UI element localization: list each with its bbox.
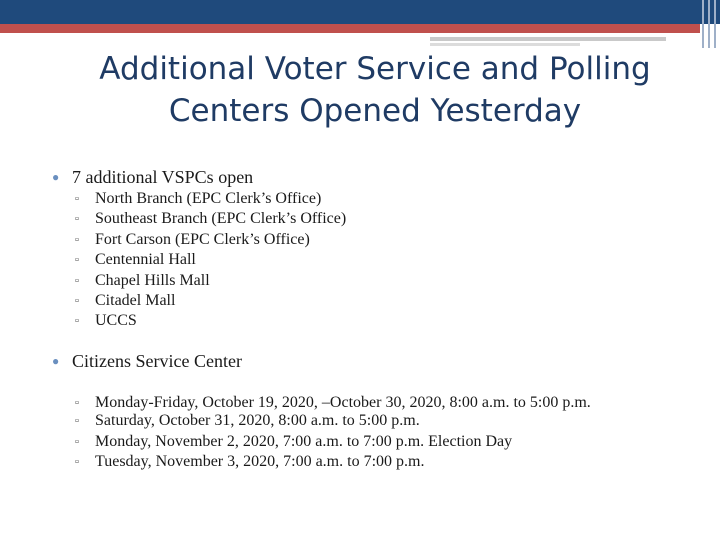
square-bullet-icon: ▫ <box>75 254 79 267</box>
header-accent-strip <box>430 37 666 41</box>
list-item <box>75 395 655 411</box>
list-item-text: Chapel Hills Mall <box>95 271 210 289</box>
citizens-center-hours-list <box>75 395 655 473</box>
list-item-text: Southeast Branch (EPC Clerk’s Office) <box>95 210 347 228</box>
list-item <box>75 432 655 453</box>
square-bullet-icon: ▫ <box>75 274 79 287</box>
list-item <box>75 311 346 331</box>
list-item <box>75 452 655 473</box>
square-bullet-icon: ▫ <box>75 193 79 205</box>
list-item <box>75 209 346 229</box>
list-item-text: Monday, November 2, 2020, 7:00 a.m. to 7:00 p.m. Election Day <box>95 432 513 450</box>
list-item-text: UCCS <box>95 312 137 330</box>
bullet-dot-icon: ● <box>52 170 60 184</box>
square-bullet-icon: ▫ <box>75 415 79 427</box>
list-item-text: Centennial Hall <box>95 251 196 269</box>
slide-title: Additional Voter Service and Polling Centers Opened Yesterday <box>99 51 651 129</box>
list-item <box>75 291 346 311</box>
header-accent-line <box>0 24 700 33</box>
square-bullet-icon: ▫ <box>75 397 79 409</box>
list-item-text: Fort Carson (EPC Clerk’s Office) <box>95 230 310 248</box>
list-item <box>75 411 655 432</box>
square-bullet-icon: ▫ <box>75 295 79 308</box>
header-accent-strip-secondary <box>430 43 580 46</box>
section-heading-text: Citizens Service Center <box>72 351 242 371</box>
bullet-dot-icon: ● <box>52 354 60 368</box>
list-item <box>75 271 346 291</box>
list-item-text: North Branch (EPC Clerk’s Office) <box>95 190 322 207</box>
list-item-text: Tuesday, November 3, 2020, 7:00 a.m. to 7:00 p.m. <box>95 453 425 470</box>
vspc-location-list <box>75 189 346 332</box>
square-bullet-icon: ▫ <box>75 213 79 226</box>
square-bullet-icon: ▫ <box>75 435 79 448</box>
corner-decoration <box>696 0 720 48</box>
list-item-text: Monday-Friday, October 19, 2020, –October 30, 2020, 8:00 a.m. to 5:00 p.m. <box>95 394 591 411</box>
list-item <box>75 230 346 250</box>
square-bullet-icon: ▫ <box>75 315 79 328</box>
list-item-text: Citadel Mall <box>95 292 176 310</box>
list-item-text: Saturday, October 31, 2020, 8:00 a.m. to 5:00 p.m. <box>95 412 420 429</box>
section-heading-text: 7 additional VSPCs open <box>72 167 254 187</box>
header-band <box>0 0 720 24</box>
square-bullet-icon: ▫ <box>75 456 79 468</box>
square-bullet-icon: ▫ <box>75 233 79 246</box>
list-item <box>75 250 346 270</box>
list-item <box>75 189 346 209</box>
